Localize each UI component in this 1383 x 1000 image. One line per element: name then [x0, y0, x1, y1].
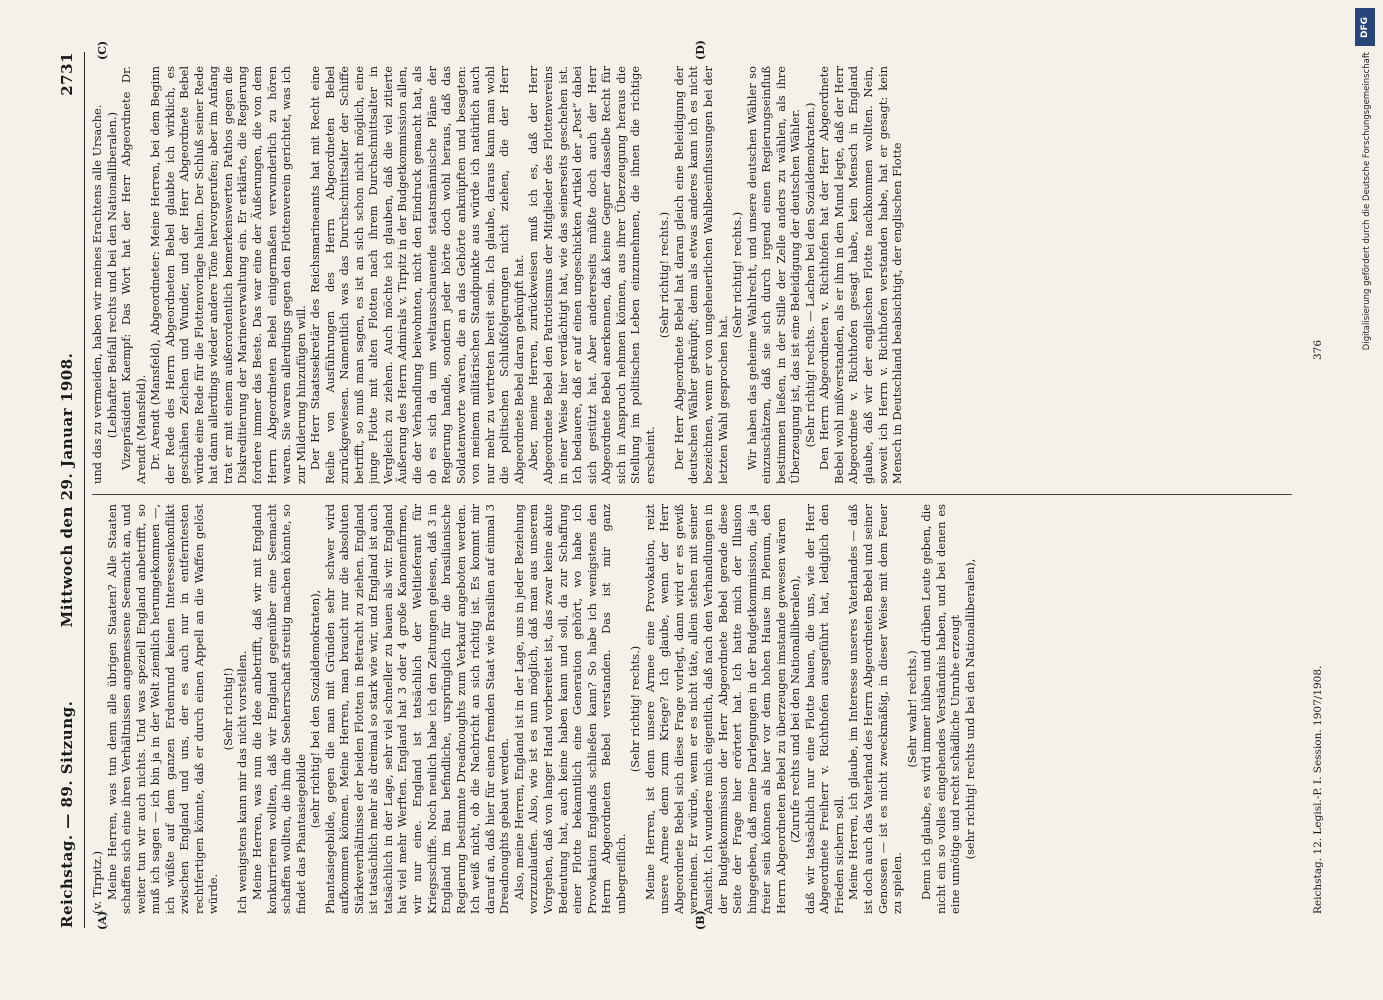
paragraph: Phantasiegebilde, gegen die man mit Gründen sehr schwer wird aufkommen können. Meine Herren, man braucht nur die absoluten Stärkeverhältnisse der beiden Flotten in Betracht zu ziehen. England ist tatsächlich mehr als dreimal so stark wie wir, und England ist auch tatsächlich in der Lage, sehr viel schneller zu bauen als wir. England hat viel mehr Werften. England hat 3 oder 4 große Kanonenfirmen, wir nur eine. England ist tatsächlich der Weltlieferant für Kriegsschiffe. Noch neulich habe ich den Zeitungen gelesen, daß 3 in England im Bau befindliche, ursprünglich für die brasilianische Regierung bestimmte Dreadnoughts zum Verkauf angeboten werden. Ich weiß nicht, ob die Nachricht an sich richtig ist. Es kommt mir darauf an, daß hier für einen fremden Staat wie Brasilien auf einmal 3 Dreadnoughts gebaut werden. — [322, 504, 512, 914]
left-column — [90, 504, 1310, 914]
interjection: (Sehr wahr! rechts.) — [904, 650, 919, 768]
page-number: 2731 — [58, 52, 76, 96]
paragraph: Denn ich glaube, es wird immer hüben und drüben Leute geben, die nicht ein so volles eingehendes Verständnis haben, und bei denen es eine unnötige und recht schädliche Unruhe erzeugt — [919, 504, 963, 914]
margin-marker-c: (C) — [96, 40, 109, 60]
paragraph: Meine Herren, ich glaube, im Interesse unseres Vaterlandes — daß ist doch auch das Vaterland des Herrn Abgeordneten Bebel und seiner Genossen — ist es nicht zweckmäßig, in dieser Weise mit dem Feuer zu spielen. — [846, 504, 905, 914]
column-divider — [92, 494, 1292, 495]
paragraph: Meine Herren, was nun die Idee anbetrifft, daß wir mit England konkurrieren wollten, daß wir England gegenüber eine Seemacht schaffen wollten, die ihm die Seeherrschaft streitig machen könnte, so findet das Phantasiegebilde — [250, 504, 308, 914]
interjection: (Sehr richtig! rechts.) — [730, 211, 745, 339]
interjection: (Sehr richtig! rechts. — Lachen bei den Sozialdemokraten.) — [802, 102, 817, 448]
paragraph: Den Herrn Abgeordneten v. Richthofen hat der Herr Abgeordnete Bebel wohl mißverstanden, als er ihm in den Mund legte, daß der Herr Abgeordnete v. Richthofen gesagt habe, kein Mensch in England glaube, daß wir der englischen Flotte nachkommen wollten. Nein, soweit ich Herrn v. Richthofen verstanden habe, hat er gesagt: kein Mensch in Deutschland beabsichtigt, der englischen Flotte — [817, 66, 905, 484]
interjection: (Sehr richtig! rechts.) — [657, 211, 672, 339]
interjection: (Sehr richtig! rechts.) — [628, 645, 643, 773]
dfg-credit: Digitalisierung gefördert durch die Deutsche Forschungsgemeinschaft — [1362, 52, 1372, 351]
paragraph: Aber, meine Herren, zurückweisen muß ich es, daß der Herr Abgeordnete Bebel den Patriotismus der Mitglieder des Flottenvereins in einer Weise hier verdächtigt hat, wie das seinerseits geschehen ist. Ich bedauere, daß er auf einen ungeschickten Artikel der „Post“ dabei sich gestützt hat. Aber andererseits müßte doch auch der Herr Abgeordnete Bebel anerkennen, daß keine Gegner dasselbe Recht für sich in Anspruch nehmen können, aus ihrer Überzeugung heraus die Stellung im politischen Leben einzunehmen, die ihnen die richtige erscheint. — [526, 66, 657, 484]
paragraph: daß wir tatsächlich nur eine Flotte bauen, die uns, wie der Herr Abgeordnete Freiherr v. Richthofen ausgeführt hat, lediglich den Frieden sichern soll. — [802, 504, 846, 914]
margin-marker-a: (A) — [96, 911, 109, 930]
interjection: (Sehr richtig!) — [220, 667, 235, 751]
interjection: (sehr richtig! rechts und bei den Nationalliberalen), — [962, 558, 977, 860]
header-date: Mittwoch den 29. Januar 1908. — [58, 352, 76, 628]
paragraph: Wir haben das geheime Wahlrecht, und unsere deutschen Wähler so einzuschätzen, daß sie sich durch irgend einen Regierungseinfluß bestimmen ließen, in der Stille der Zelle anders zu wählen, als ihre Überzeugung ist, das ist eine Beleidigung der deutschen Wähler. — [744, 66, 803, 484]
interjection: (Lebhafter Beifall rechts und bei den Nationalliberalen.) — [104, 111, 119, 439]
paragraph: Meine Herren, was tun denn alle übrigen Staaten? Alle Staaten schaffen sich eine ihren Verhältnissen angemessene Seemacht an, und weiter tun wir auch nichts. Und was speziell England anbetrifft, so muß ich sagen — ich bin ja in der Welt ziemlich herumgekommen —, ich wüßte auf dem ganzen Erdenrund keinen Interessenkonflikt zwischen England und uns, der es auch nur in entferntesten rechtfertigen könnte, daß er durch einen Appell an die Waffen gelöst würde. — [104, 504, 221, 914]
right-column — [90, 66, 1310, 484]
paragraph: Der Herr Abgeordnete Bebel hat daran gleich eine Beleidigung der deutschen Wähler geknüpft; denn als etwas anderes kann ich es nicht bezeichnen, wenn er von ungeheuerlichen Wahlbeeinflussungen bei der letzten Wahl gesprochen hat. — [671, 66, 730, 484]
margin-marker-b: (B) — [694, 910, 707, 930]
header-rule — [84, 52, 85, 928]
paragraph: Meine Herren, ist denn unsere Armee eine Provokation, reizt unsere Armee denn zum Kriege? Ich glaube, wenn der Herr Abgeordnete Bebel sich diese Frage vorlegt, dann wird er es gewiß verneinen. Er würde, wenn er es nicht täte, allein stehen mit seiner Ansicht. Ich wundere mich eigentlich, daß nach den Verhandlungen in der Budgetkommission der Herr Abgeordnete Bebel gerade diese Seite der Frage hier erörtert hat. Ich hatte mich der Illusion hingegeben, daß meine Darlegungen in der Budgetkommission, die ja freier sein können als hier vor dem hohen Hause im Plenum, den Herrn Abgeordneten Bebel zu überzeugen imstande gewesen wären — [642, 504, 788, 914]
paragraph: Also, meine Herren, England ist in der Lage, uns in jeder Beziehung vorzuzulaufen. Also, wie ist es nun möglich, daß man aus unserem Vorgehen, daß von langer Hand vorbereitet ist, das zwar keine akute Bedeutung hat, auch keine haben kann und soll, da zur Schaffung einer Flotte bekanntlich eine Generation gehört, wo habe ich Provokation Englands schließen kann? So habe ich wenigstens den Herrn Abgeordneten Bebel verstanden. Das ist mir ganz unbegreiflich. — [511, 504, 628, 914]
paragraph: Ich wenigstens kann mir das nicht vorstellen. — [235, 650, 250, 914]
paragraph: Dr. Arendt (Mansfeld), Abgeordneter: Meine Herren, bei dem Beginn der Rede des Herrn Abgeordneten Bebel glaubte ich wirklich, es geschähen Zeichen und Wunder, und der Herr Abgeordnete Bebel würde eine Rede für die Flottenvorlage halten. Der Schluß seiner Rede hat dann allerdings wieder andere Töne hervorgerufen; aber im Anfang trat er mit einem außerordentlich bemerkenswerten Pathos gegen die Diskreditierung der Marineverwaltung ein. Er erklärte, die Regierung fordere immer das Beste. Das war eine der Äußerungen, die von dem Herrn Abgeordneten Bebel einigermaßen verwunderlich zu hören waren. Sie waren allerdings gegen den Flottenverein gerichtet, was ich zur Milderung hinzufügen will. — [148, 66, 308, 484]
page-header — [58, 52, 80, 928]
paragraph: (v. Tirpitz.) — [90, 850, 104, 914]
interjection: (Zurufe rechts und bei den Nationalliberalen), — [788, 575, 803, 843]
header-session: Reichstag. — 89. Sitzung. — [58, 700, 76, 928]
dfg-logo-icon: DFG — [1355, 8, 1375, 46]
footer-legislature: Reichstag. 12. Legisl.-P. I. Session. 1907/1908. — [1312, 665, 1324, 914]
paragraph: Der Herr Staatssekretär des Reichsmarineamts hat mit Recht eine Reihe von Ausführungen des Herrn Abgeordneten Bebel zurückgewiesen. Namentlich was das Durchschnittsalter der Schiffe betrifft, so muß man sagen, es ist an sich schon nicht möglich, eine junge Flotte mit alten Flotten nach ihrem Durchschnittsalter in Vergleich zu ziehen. Auch möchte ich glauben, daß die viel zitierte Äußerung des Herrn Admirals v. Tirpitz in der Budgetkommission allen, die der Verhandlung beiwohnten, nicht den Eindruck gemacht hat, als ob es sich da um weltausschauende staatsmännische Pläne der Regierung handle, sondern jeder hörte doch wohl heraus, daß das Soldatenworte waren, die an das Gehörte anknüpften und besagten: von meinem militärischen Standpunkte aus würde ich natürlich auch nur mehr zu vertreten bereit sein. Ich glaube, daraus kann man wohl die politischen Schlußfolgerungen nicht ziehen, die der Herr Abgeordnete Bebel daran geknüpft hat. — [308, 66, 526, 484]
interjection: (sehr richtig! bei den Sozialdemokraten), — [308, 589, 323, 829]
dfg-strip — [1353, 8, 1375, 998]
paragraph: und das zu vermeiden, haben wir meines Erachtens alle Ursache. — [90, 104, 104, 484]
margin-marker-d: (D) — [694, 40, 707, 60]
paragraph: Vizepräsident Kaempf: Das Wort hat der Herr Abgeordnete Dr. Arendt (Mansfeld). — [119, 66, 148, 484]
footer-sheet-number: 376 — [1312, 339, 1324, 360]
